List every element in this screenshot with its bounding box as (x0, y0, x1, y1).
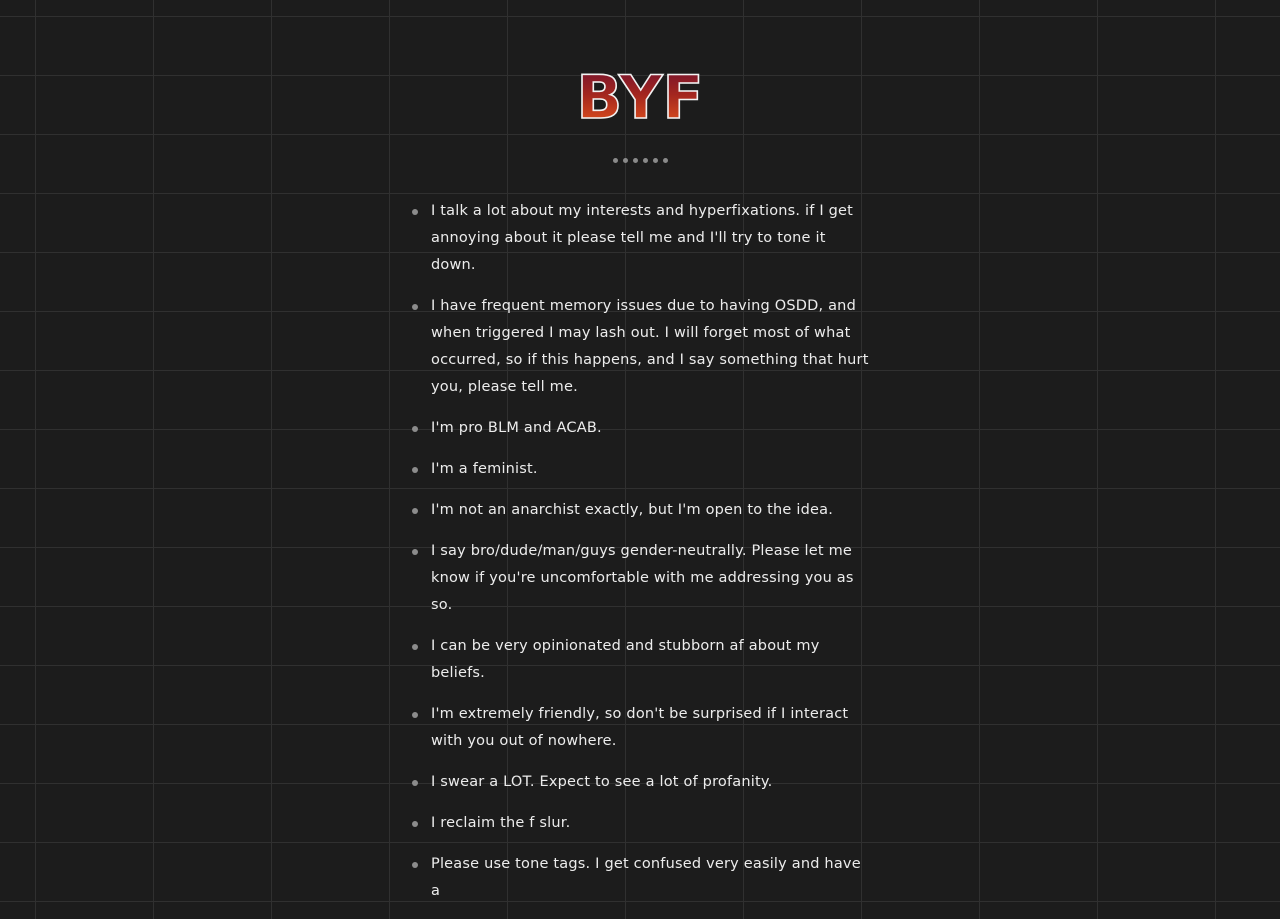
divider-dot (633, 158, 638, 163)
list-item: I'm a feminist. (410, 456, 870, 483)
list-item: I talk a lot about my interests and hyperfixations. if I get annoying about it please tell me and I'll try to tone it down. (410, 198, 870, 279)
divider-dot (663, 158, 668, 163)
list-item: I swear a LOT. Expect to see a lot of profanity. (410, 769, 870, 796)
byf-logo (0, 64, 1280, 132)
logo-text: BYF (576, 63, 704, 133)
byf-list (410, 198, 870, 919)
section-divider (0, 158, 1280, 163)
list-item: Please use tone tags. I get confused very easily and have a (410, 851, 870, 905)
list-item: I reclaim the f slur. (410, 810, 870, 837)
list-item: I'm not an anarchist exactly, but I'm open to the idea. (410, 497, 870, 524)
list-item: I'm pro BLM and ACAB. (410, 415, 870, 442)
list-item: I have frequent memory issues due to having OSDD, and when triggered I may lash out. I will forget most of what occurred, so if this happens, and I say something that hurt you, please tell me. (410, 293, 870, 401)
list-item: I say bro/dude/man/guys gender-neutrally. Please let me know if you're uncomfortable with me addressing you as so. (410, 538, 870, 619)
list-item: I can be very opinionated and stubborn af about my beliefs. (410, 633, 870, 687)
divider-dot (613, 158, 618, 163)
list-item: I'm extremely friendly, so don't be surprised if I interact with you out of nowhere. (410, 701, 870, 755)
divider-dot (623, 158, 628, 163)
divider-dot (653, 158, 658, 163)
byf-logo-graphic (570, 63, 710, 133)
divider-dot (643, 158, 648, 163)
